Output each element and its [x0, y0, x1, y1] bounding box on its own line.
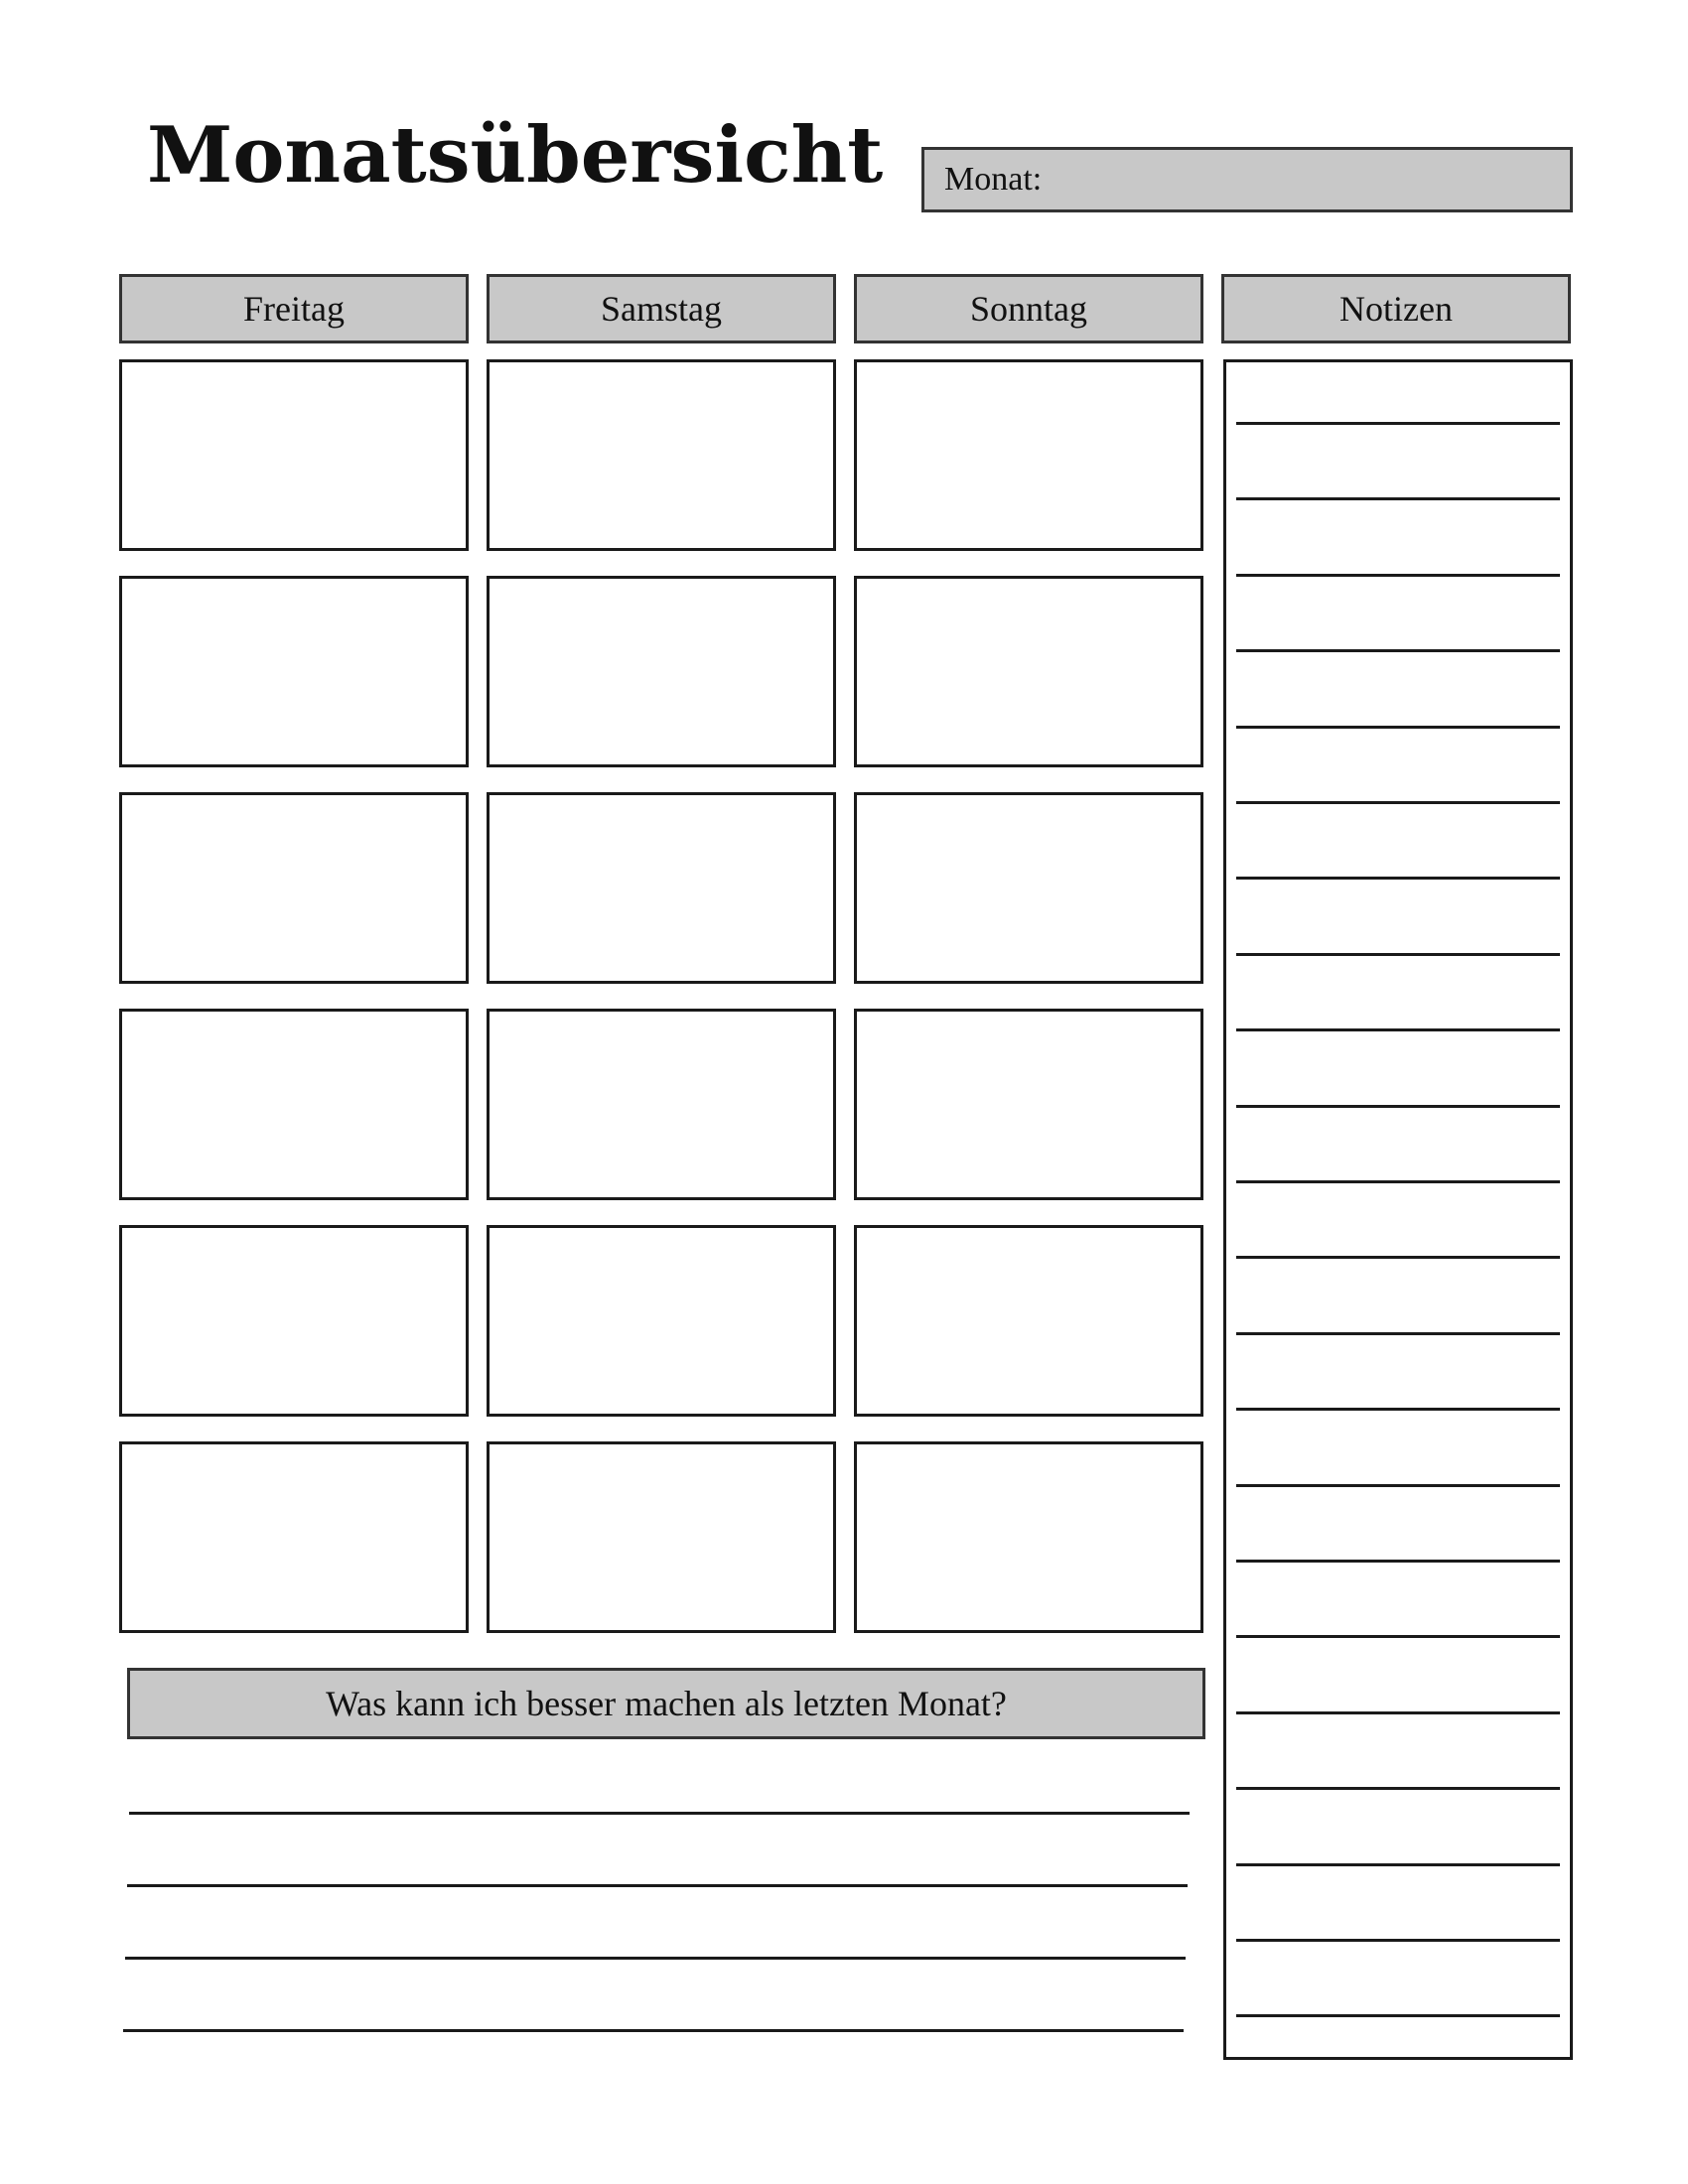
note-line[interactable] — [1236, 1484, 1560, 1487]
reflection-line[interactable] — [123, 2029, 1184, 2032]
note-line[interactable] — [1236, 1863, 1560, 1866]
reflection-line[interactable] — [127, 1884, 1188, 1887]
note-line[interactable] — [1236, 1787, 1560, 1790]
note-line[interactable] — [1236, 1332, 1560, 1335]
page-title: Monatsübersicht — [147, 110, 884, 201]
note-line[interactable] — [1236, 877, 1560, 880]
header-sunday: Sonntag — [854, 274, 1203, 343]
day-cell-saturday[interactable] — [487, 359, 836, 551]
note-line[interactable] — [1236, 1939, 1560, 1942]
note-line[interactable] — [1236, 1105, 1560, 1108]
day-cell-friday[interactable] — [119, 1225, 469, 1417]
note-line[interactable] — [1236, 2014, 1560, 2017]
note-line[interactable] — [1236, 726, 1560, 729]
note-line[interactable] — [1236, 574, 1560, 577]
month-label: Monat: — [944, 161, 1043, 198]
note-line[interactable] — [1236, 1635, 1560, 1638]
header-friday: Freitag — [119, 274, 469, 343]
note-line[interactable] — [1236, 1028, 1560, 1031]
day-cell-friday[interactable] — [119, 359, 469, 551]
note-line[interactable] — [1236, 1560, 1560, 1563]
day-cell-sunday[interactable] — [854, 576, 1203, 767]
day-cell-sunday[interactable] — [854, 792, 1203, 984]
day-cell-sunday[interactable] — [854, 359, 1203, 551]
day-cell-sunday[interactable] — [854, 1009, 1203, 1200]
note-line[interactable] — [1236, 649, 1560, 652]
day-cell-sunday[interactable] — [854, 1441, 1203, 1633]
note-line[interactable] — [1236, 422, 1560, 425]
day-cell-friday[interactable] — [119, 792, 469, 984]
day-cell-sunday[interactable] — [854, 1225, 1203, 1417]
day-cell-saturday[interactable] — [487, 576, 836, 767]
reflection-question: Was kann ich besser machen als letzten Monat? — [127, 1668, 1205, 1739]
note-line[interactable] — [1236, 1256, 1560, 1259]
note-line[interactable] — [1236, 953, 1560, 956]
day-cell-friday[interactable] — [119, 576, 469, 767]
header-notes: Notizen — [1221, 274, 1571, 343]
day-cell-saturday[interactable] — [487, 1441, 836, 1633]
notes-panel[interactable] — [1223, 359, 1573, 2060]
note-line[interactable] — [1236, 1408, 1560, 1411]
note-line[interactable] — [1236, 1180, 1560, 1183]
note-line[interactable] — [1236, 801, 1560, 804]
month-field[interactable] — [921, 147, 1573, 212]
day-cell-saturday[interactable] — [487, 1009, 836, 1200]
note-line[interactable] — [1236, 1711, 1560, 1714]
day-cell-friday[interactable] — [119, 1009, 469, 1200]
day-cell-saturday[interactable] — [487, 792, 836, 984]
header-saturday: Samstag — [487, 274, 836, 343]
note-line[interactable] — [1236, 497, 1560, 500]
day-cell-friday[interactable] — [119, 1441, 469, 1633]
reflection-line[interactable] — [129, 1812, 1190, 1815]
reflection-line[interactable] — [125, 1957, 1186, 1960]
day-cell-saturday[interactable] — [487, 1225, 836, 1417]
